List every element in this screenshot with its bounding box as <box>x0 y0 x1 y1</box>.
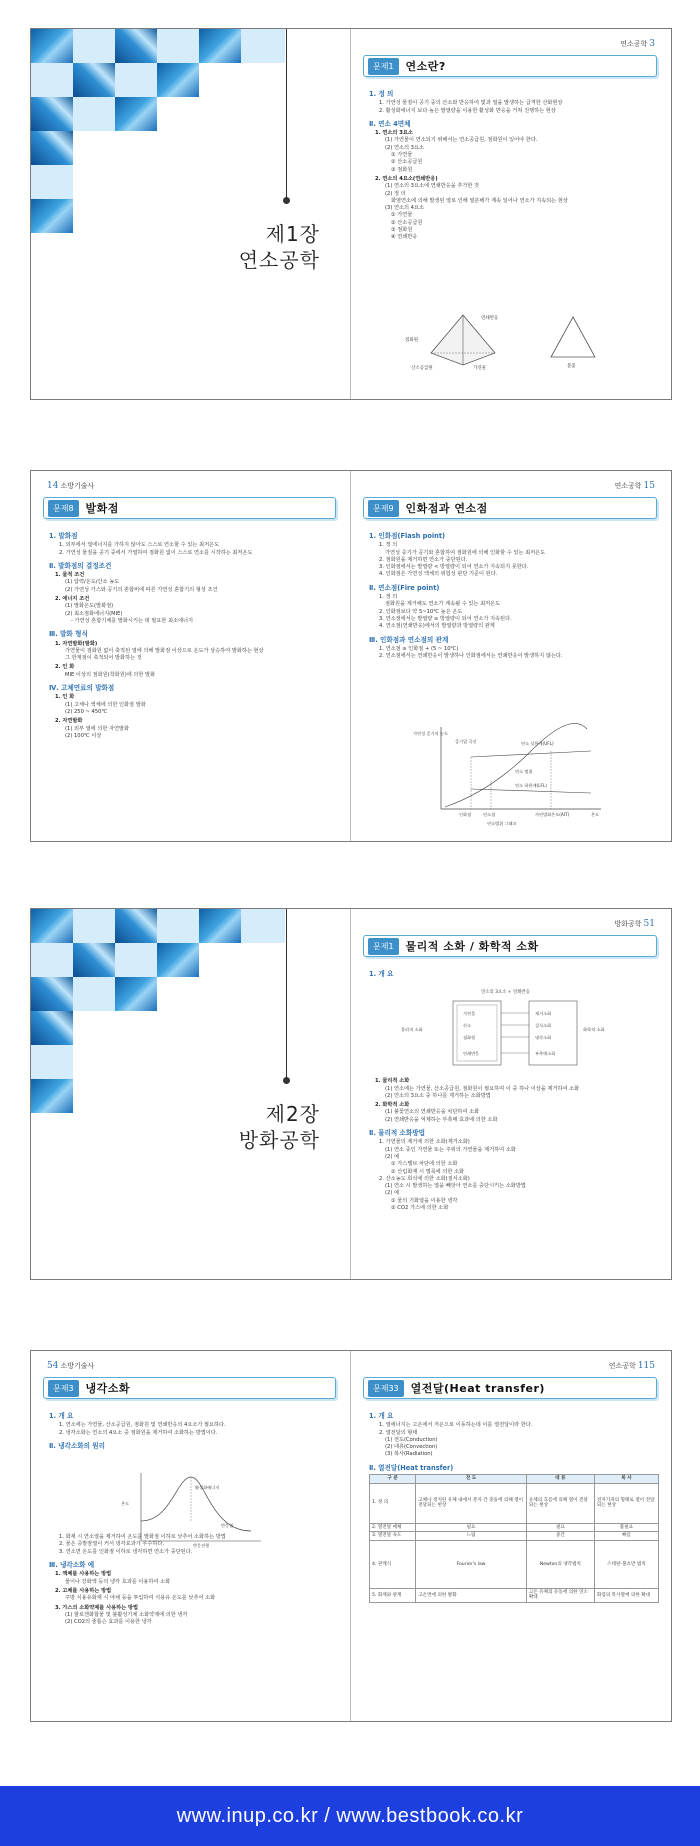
graph-label: 연소 상한계(UFL) <box>521 741 554 746</box>
page-content <box>49 527 338 835</box>
list-item: ① 가연물 <box>391 152 413 159</box>
table-header-row <box>370 1475 659 1484</box>
curve-label: 온도 <box>121 1501 130 1506</box>
page-header: 연소공학 115 <box>608 1361 655 1371</box>
question-title-bar <box>363 497 657 519</box>
chapter-title <box>239 221 320 273</box>
table-cell: 5. 화재와 관계 <box>370 1588 416 1602</box>
sub-heading: 1. 인 화 <box>55 694 75 701</box>
list-item: ③ 점화원 <box>391 166 413 173</box>
table-cell: Fourier's law <box>416 1540 527 1588</box>
text-line: (3) 복사(Radiation) <box>385 1451 433 1458</box>
text-line: 점화원을 제거해도 연소가 계속될 수 있는 최저온도 <box>385 601 501 608</box>
graph-label: 자연발화온도(AIT) <box>535 812 570 817</box>
question-title: 냉각소화 <box>85 1382 131 1395</box>
question-badge: 문제9 <box>368 500 399 517</box>
sub-heading: 2. 에너지 조건 <box>55 596 90 603</box>
page-header: 방화공학 51 <box>614 919 655 929</box>
text-line: (1) 압력/온도/산소 농도 <box>65 579 120 586</box>
text-line: 2. 냉각소화는 연소의 4요소 중 점화원을 제거하여 소화하는 방법이다. <box>59 1429 218 1436</box>
diagram-label: 산소 <box>463 1023 472 1028</box>
table-row <box>370 1523 659 1532</box>
text-line: (2) 250 ~ 450℃ <box>65 708 108 715</box>
text-line: (2) 연소의 3요소 중 하나를 제거하는 소화방법 <box>385 1092 491 1099</box>
chapter-2-cover-page <box>31 909 351 1279</box>
diagram-label: 가연물 <box>463 1011 476 1016</box>
extinguishing-diagram <box>391 987 631 1083</box>
table-header: 복 사 <box>594 1475 658 1484</box>
section-heading: Ⅱ. 냉각소화의 원리 <box>49 1441 106 1450</box>
page-content <box>369 1407 659 1715</box>
question-title: 연소란? <box>405 60 446 73</box>
text-line: MIE 이상의 점화원(착화원)에 의한 발화 <box>65 671 156 678</box>
text-line: 3. 연소점에서는 발열량 ≥ 방열량이 되어 연소가 지속된다. <box>379 615 512 622</box>
text-line: (2) 정 의 <box>385 190 406 197</box>
text-line: 1. 가연물의 제거에 의한 소화(제거소화) <box>379 1139 470 1146</box>
table-cell: 유체의 흐름에 의해 열이 전달되는 현상 <box>526 1483 594 1523</box>
table-cell: 고온면에 의한 발화 <box>416 1588 527 1602</box>
question-badge: 문제3 <box>48 1380 79 1397</box>
graph-label: 연소점 <box>483 812 496 817</box>
diagram-label: 연소의 3요소 + 연쇄반응 <box>481 990 530 995</box>
text-line: (2) 예 <box>385 1190 400 1197</box>
page-15 <box>351 471 671 841</box>
text-line: (2) 대류(Convection) <box>385 1444 438 1451</box>
text-line: 2. 인화점보다 약 5~10℃ 높은 온도 <box>379 608 463 615</box>
text-line: 1. 정 의 <box>379 594 398 601</box>
table-cell: Newton의 냉각법칙 <box>526 1540 594 1588</box>
page-14 <box>31 471 351 841</box>
section-heading: 1. 개 요 <box>49 1412 74 1420</box>
spread-1 <box>30 28 672 400</box>
text-line: 1. 화재 시 연소열을 제거하여 온도를 발화점 이하로 낮추어 소화하는 방법 <box>59 1534 226 1541</box>
text-line: 2. 산소농도 희석에 의한 소화(질식소화) <box>379 1175 470 1182</box>
text-line: (1) 발화온도(발화점) <box>65 603 114 610</box>
chapter-1-cover-page <box>31 29 351 399</box>
text-line: 3. 연소면 온도를 인화점 이하로 냉각하면 연소가 중단된다. <box>59 1548 193 1555</box>
text-line: (2) 가연성 가스와 공기의 혼합비에 따른 가연성 혼합기의 형성 조건 <box>65 586 218 593</box>
text-line: (1) 외부 열에 의한 자연발화 <box>65 725 130 732</box>
table-row <box>370 1588 659 1602</box>
table-cell: 화염의 복사열에 의한 확대 <box>594 1588 658 1602</box>
chapter-name: 방화공학 <box>238 1128 320 1152</box>
list-item: ③ 점화원 <box>391 227 413 234</box>
table-cell: 2. 열전달 매체 <box>370 1523 416 1532</box>
text-line: 2. 물은 증발잠열이 커서 냉각효과가 우수하다. <box>59 1541 165 1548</box>
text-line: 가연성 증기가 공기와 혼합하여 점화원에 의해 인화할 수 있는 최저온도 <box>385 549 546 556</box>
section-heading: Ⅱ. 연소점(Fire point) <box>369 583 440 592</box>
page-content <box>49 1407 338 1715</box>
graph-label: 가연성 증기의 농도 <box>413 731 449 736</box>
list-item: ① 가연물 <box>391 212 413 219</box>
table-cell: 전자기파의 형태로 열이 전달되는 현상 <box>594 1483 658 1523</box>
graph-label: 온도 <box>591 812 600 817</box>
curve-label: 활성화에너지 <box>195 1485 220 1490</box>
page-3 <box>351 29 671 399</box>
diagram-label: 물리적 소화 <box>401 1027 423 1032</box>
spread-2 <box>30 470 672 842</box>
sub-heading: 2. 인 화 <box>55 664 75 671</box>
text-line: ① 물의 기화열을 이용한 냉각 <box>391 1197 458 1204</box>
question-title: 인화점과 연소점 <box>405 502 488 515</box>
text-line: 그 한계점이 축적되어 발화하는 것 <box>65 655 142 662</box>
page-51 <box>351 909 671 1279</box>
text-line: 1. 외부에서 열에너지를 가하지 않아도 스스로 연소할 수 있는 최저온도 <box>59 542 220 549</box>
curve-label: 반응진행 <box>193 1543 210 1548</box>
table-row <box>370 1532 659 1541</box>
chapter-number: 제1장 <box>265 222 320 246</box>
text-line: (1) 고체나 액체에 의한 인화점 발화 <box>65 701 146 708</box>
sub-heading: 2. 화학적 소화 <box>375 1102 410 1109</box>
chapter-name: 연소공학 <box>238 248 320 272</box>
text-line: (1) 가연물이 연소되기 위해서는 연소공급원, 점화원이 있어야 한다. <box>385 137 538 144</box>
question-badge: 문제1 <box>368 58 399 75</box>
page-header: 54 소방기술사 <box>47 1361 95 1371</box>
text-line: (1) 연소의 3요소에 연쇄반응을 추가한 것 <box>385 183 480 190</box>
table-cell: 4. 관계식 <box>370 1540 416 1588</box>
sub-heading: 1. 물적 조건 <box>55 572 85 579</box>
flammability-graph <box>411 721 611 829</box>
question-title-bar <box>43 1377 336 1399</box>
chapter-title <box>239 1101 320 1153</box>
diagram-label: 점화원 <box>463 1035 476 1040</box>
section-heading: Ⅱ. 열전달(Heat transfer) <box>369 1463 454 1472</box>
list-item: ④ 연쇄반응 <box>391 234 418 241</box>
sub-heading: 1. 물리적 소화 <box>375 1078 410 1085</box>
text-line: 가연물이 점화원 없이 축적된 열에 의해 발화점 이상으로 온도가 상승하여 발화하는 현상 <box>65 647 264 654</box>
section-heading: Ⅳ. 고체연료의 발화점 <box>49 684 115 693</box>
page-54 <box>31 1351 351 1721</box>
text-line: 4. 인화점은 가연성 액체의 위험성 판단 기준이 된다. <box>379 571 498 578</box>
text-line: (3) 연소의 4요소 <box>385 205 425 212</box>
text-line: 2. 점화원을 제거하면 연소가 중단된다. <box>379 556 468 563</box>
table-cell: 불필요 <box>594 1523 658 1532</box>
text-line: ② 산림화재 시 벌목에 의한 소화 <box>391 1168 465 1175</box>
sub-heading: 1. 액체를 사용하는 방법 <box>55 1571 112 1578</box>
sub-heading: 1. 자연발화(발화) <box>55 640 98 647</box>
page-header: 연소공학 15 <box>614 481 655 491</box>
section-heading: 1. 정 의 <box>369 90 394 98</box>
section-heading: Ⅲ. 인화점과 연소점의 관계 <box>369 635 449 644</box>
page-115 <box>351 1351 671 1721</box>
text-line: (2) 연소의 3요소 <box>385 144 425 151</box>
text-line: (1) 연소에는 가연물, 산소공급원, 점화원이 필요하며 이 중 하나 이상을 제거하여 소화 <box>385 1085 580 1092</box>
table-header: 대 류 <box>526 1475 594 1484</box>
question-badge: 문제8 <box>48 500 79 517</box>
text-line: 1. 가연성 물질이 공기 중의 산소와 반응하여 빛과 열을 발생하는 급격한 산화현상 <box>379 100 563 107</box>
photo-mosaic <box>31 909 285 1079</box>
text-line: 물이나 강화액 등의 냉각 효과를 이용하여 소화 <box>65 1578 171 1585</box>
diagram-label: 제거소화 <box>535 1011 552 1016</box>
text-line: (1) 불꽃연소의 연쇄반응을 차단하여 소화 <box>385 1109 480 1116</box>
table-cell: 필요 <box>526 1523 594 1532</box>
text-line: 1. 연소에는 가연물, 산소공급원, 점화원 및 연쇄반응의 4요소가 필요하다. <box>59 1422 226 1429</box>
text-line: (1) 연소 중인 가연물 또는 주위의 가연물을 제거하여 소화 <box>385 1146 516 1153</box>
text-line: (1) 연소 시 발생하는 열을 빼앗아 연소를 중단시키는 소화방법 <box>385 1183 526 1190</box>
table-cell: 느림 <box>416 1532 527 1541</box>
fig-label: 불꽃 <box>567 364 576 369</box>
section-heading: 1. 인화점(Flash point) <box>369 532 446 540</box>
question-title-bar <box>363 935 657 957</box>
fig-label: 연쇄반응 <box>481 316 499 321</box>
spread-4 <box>30 1350 672 1722</box>
text-line: (1) 할로겐화합물 및 불활성기체 소화약제에 의한 냉각 <box>65 1611 188 1618</box>
table-cell: 스테판-볼츠만 법칙 <box>594 1540 658 1588</box>
graph-label: 인화점 <box>459 812 472 817</box>
table-cell: 고체나 정지된 유체 내에서 분자 간 충돌에 의해 열이 전달되는 현상 <box>416 1483 527 1523</box>
sub-heading: 2. 자연발화 <box>55 718 83 725</box>
diagram-label: 질식소화 <box>535 1023 552 1028</box>
sub-heading: 2. 고체를 사용하는 방법 <box>55 1587 112 1594</box>
chapter-number: 제2장 <box>265 1102 320 1126</box>
diagram-label: 화학적 소화 <box>583 1027 605 1032</box>
table-row <box>370 1483 659 1523</box>
activation-energy-curve <box>111 1469 271 1549</box>
question-badge: 문제1 <box>368 938 399 955</box>
text-line: (2) 최소점화에너지(MIE) <box>65 610 123 617</box>
fig-label: 가연물 <box>473 366 487 371</box>
footer-banner <box>0 1786 700 1846</box>
sub-heading: 2. 연소의 4요소(연쇄반응) <box>375 175 438 182</box>
text-line: 1. 열에너지는 고온에서 저온으로 이동하는데 이를 열전달이라 한다. <box>379 1422 533 1429</box>
text-line: 1. 정 의 <box>379 542 398 549</box>
diagram-label: 연쇄반응 <box>463 1051 480 1056</box>
text-line: 2. 열전달의 형태 <box>379 1429 418 1436</box>
question-title-bar <box>363 55 657 77</box>
text-line: 1. 연소점 ≥ 인화점 + (5 ~ 10℃) <box>379 645 459 652</box>
text-line: (1) 전도(Conduction) <box>385 1436 438 1443</box>
graph-label: 연소 하한계(LFL) <box>515 783 547 788</box>
text-line: ① 가스밸브 차단에 의한 소화 <box>391 1161 458 1168</box>
question-title: 열전달(Heat transfer) <box>410 1382 545 1395</box>
graph-label: 연소 범위 <box>515 769 533 774</box>
diagram-label: 냉각소화 <box>535 1035 552 1040</box>
table-cell: 고온 유체의 유동에 의한 연소확대 <box>526 1588 594 1602</box>
curve-label: 반응열 <box>221 1523 234 1528</box>
question-title: 발화점 <box>85 502 119 515</box>
text-line: 주방 식용유화재 시 야채 등을 투입하여 식용유 온도를 낮추어 소화 <box>65 1595 216 1602</box>
fig-label: 산소공급원 <box>411 366 433 371</box>
text-line: (2) 예 <box>385 1153 400 1160</box>
table-header: 전 도 <box>416 1475 527 1484</box>
heat-transfer-table <box>369 1474 659 1603</box>
page-header: 14 소방기술사 <box>47 481 95 491</box>
question-title: 물리적 소화 / 화학적 소화 <box>405 940 539 953</box>
section-heading: Ⅱ. 물리적 소화방법 <box>369 1129 426 1138</box>
table-row <box>370 1540 659 1588</box>
section-heading: 1. 발화점 <box>49 532 78 540</box>
text-line: (2) 100℃ 이상 <box>65 732 102 739</box>
graph-label: 증기압 곡선 <box>455 739 477 744</box>
text-line: 화염연소에 의해 발생된 열로 인해 열분해가 계속 일어나 연소가 지속되는 현상 <box>391 197 568 204</box>
list-item: ② 산소공급원 <box>391 219 423 226</box>
spread-3 <box>30 908 672 1280</box>
list-item: ② 산소공급원 <box>391 159 423 166</box>
text-line: ② CO2 가스에 의한 소화 <box>391 1205 449 1212</box>
table-cell: 1. 정 의 <box>370 1483 416 1523</box>
fig-label: 점화원 <box>405 338 419 343</box>
text-line: 2. 연소점에서는 연쇄반응이 발생하나 인화점에서는 연쇄반응이 발생하지 않는다. <box>379 653 563 660</box>
text-line: (2) CO2의 줄톰슨 효과를 이용한 냉각 <box>65 1619 152 1626</box>
fire-tetrahedron-figure <box>401 311 621 371</box>
text-line: 2. 활성화에너지 보다 높은 발열량을 이용한 활성화 반응을 거쳐 진행하는 현상 <box>379 107 556 114</box>
section-heading: 1. 개 요 <box>369 970 394 978</box>
table-cell: 중간 <box>526 1532 594 1541</box>
section-heading: 1. 개 요 <box>369 1412 394 1420</box>
table-cell: 3. 열전달 속도 <box>370 1532 416 1541</box>
text-line: 3. 인화점에서는 발열량 < 방열량이 되어 연소가 지속되지 못한다. <box>379 564 529 571</box>
sub-heading: 3. 가스의 소화약제를 사용하는 방법 <box>55 1604 138 1611</box>
question-badge: 문제33 <box>368 1380 404 1397</box>
table-header: 구 분 <box>370 1475 416 1484</box>
page-header: 연소공학 3 <box>620 39 655 49</box>
diagram-label: 부촉매소화 <box>535 1051 556 1056</box>
text-line: (2) 연쇄반응을 억제하는 부촉매 효과에 의한 소화 <box>385 1116 498 1123</box>
question-title-bar <box>43 497 336 519</box>
photo-mosaic <box>31 29 285 199</box>
text-line: - 가연성 혼합기체를 발화시키는 데 필요한 최소에너지 <box>71 617 194 624</box>
section-heading: Ⅱ. 연소 4면체 <box>369 119 411 128</box>
text-line: 4. 연소점(연쇄반응)에서의 발열량과 방열량의 관계 <box>379 623 495 630</box>
table-cell: 빠름 <box>594 1532 658 1541</box>
footer-urls[interactable]: www.inup.co.kr / www.bestbook.co.kr <box>176 1804 524 1827</box>
question-title-bar <box>363 1377 657 1399</box>
text-line: 2. 가연성 물질을 공기 중에서 가열하여 점화원 없이 스스로 연소를 시작하는 최저온도 <box>59 549 253 556</box>
section-heading: Ⅱ. 발화점의 결정조건 <box>49 561 112 570</box>
sub-heading: 1. 연소의 3요소 <box>375 130 413 137</box>
section-heading: Ⅲ. 냉각소화 예 <box>49 1561 95 1570</box>
table-cell: 필요 <box>416 1523 527 1532</box>
graph-caption: 연소범위 그래프 <box>487 821 517 826</box>
section-heading: Ⅲ. 발화 형식 <box>49 630 88 639</box>
